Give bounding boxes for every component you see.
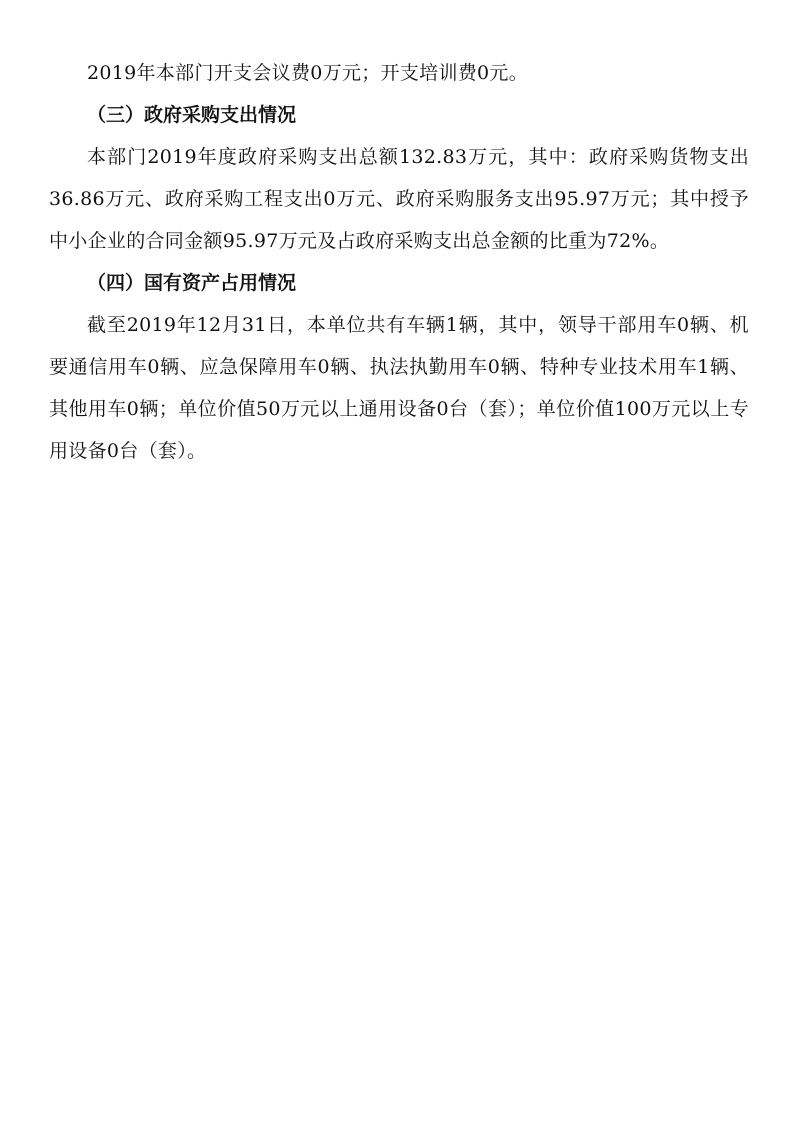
section-heading-government-procurement: （三）政府采购支出情况 xyxy=(87,104,297,126)
state-assets-paragraph: 截至2019年12月31日，本单位共有车辆1辆，其中，领导干部用车0辆、机要通信用车0辆、应急保障用车0辆、执法执勤用车0辆、特种专业技术用车1辆、其他用车0辆；单位价值50万元以上通用设备0台（套）；单位价值100万元以上专用设备0台（套）。 xyxy=(49,314,749,462)
meeting-training-expense-paragraph: 2019年本部门开支会议费0万元；开支培训费0元。 xyxy=(87,62,529,84)
government-procurement-paragraph: 本部门2019年度政府采购支出总额132.83万元，其中：政府采购货物支出36.86万元、政府采购工程支出0万元、政府采购服务支出95.97万元；其中授予中小企业的合同金额95.97万元及占政府采购支出总金额的比重为72%。 xyxy=(49,146,749,252)
document-page xyxy=(49,52,749,472)
section-heading-state-assets: （四）国有资产占用情况 xyxy=(87,272,297,294)
